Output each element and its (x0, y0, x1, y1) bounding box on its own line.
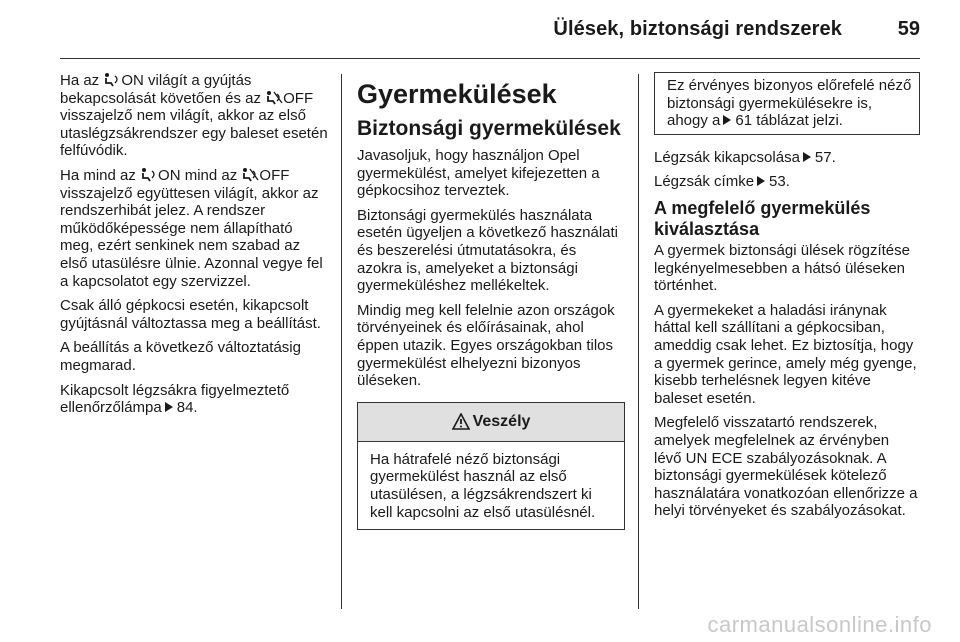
reference-arrow-icon (165, 402, 173, 412)
paragraph-rearward-facing: A gyermekeket a haladási iránynak háttal kell szállítani a gépkocsiban, ameddig csak lehet. Ez biztosítja, hogy a gyermek gerince, amely még gyenge, kisebb terhelésnek legyen kitéve baleset esetén. (654, 301, 917, 407)
paragraph-airbag-on: Ha az ON világít a gyújtás bekapcsolását követően és az OFF visszajelző nem világít, akkor az első utaslégzsákrendszer egy baleset esetén felfúvódik. (60, 72, 328, 160)
reference-arrow-icon (757, 176, 765, 186)
warning-triangle-icon (452, 413, 470, 430)
column-3 (654, 76, 920, 527)
paragraph-setting-persists: A beállítás a következő változtatásig megmarad. (60, 339, 301, 374)
reference-arrow-icon (723, 115, 731, 125)
reference-arrow-icon (803, 152, 811, 162)
header-divider (60, 58, 920, 59)
airbag-off-icon (241, 167, 259, 182)
column-divider-2 (638, 74, 639, 609)
danger-warning-box (357, 402, 625, 530)
column-2 (357, 72, 625, 530)
paragraph-country-laws: Mindig meg kell felelnie azon országok törvényeinek és előírásainak, ahol éppen utazik. Egyes országokban tilos gyermekülést elhelyezni bizonyos üléseken. (357, 301, 615, 390)
paragraph-change-setting: Csak álló gépkocsi esetén, kikapcsolt gyújtásnál változtassa meg a beállítást. (60, 297, 321, 332)
subsection-heading: Biztonsági gyermekülések (357, 117, 621, 140)
section-heading: Gyermekülések (357, 79, 557, 109)
page-number: 59 (897, 18, 920, 40)
page-header-title: Ülések, biztonsági rendszerek (553, 18, 842, 40)
paragraph-recommendation: Javasoljuk, hogy használjon Opel gyermekülést, amelyet kifejezetten a gépkocsihoz terveztek. (357, 147, 600, 200)
note-box: Ez érvényes bizonyos előrefelé néző biztonsági gyermekülésekre is, ahogy a 61 táblázat jelzi. (654, 72, 920, 135)
warning-title: Veszély (472, 412, 531, 430)
link-airbag-deactivation: Légzsák kikapcsolása 57. (654, 148, 836, 166)
paragraph-instructions: Biztonsági gyermekülés használata esetén ügyeljen a következő használati és beszerelési útmutatásokra, és azokra is, amelyeket a biztonsági gyermeküléshez mellékeltek. (357, 206, 619, 295)
link-airbag-label: Légzsák címke 53. (654, 173, 790, 191)
paragraph-rear-seats: A gyermek biztonsági ülések rögzítése legkényelmesebben a hátsó üléseken történhet. (654, 241, 910, 295)
page-reference-link[interactable]: 57. (814, 148, 836, 166)
page-reference-link[interactable]: 53. (769, 173, 790, 191)
column-divider-1 (341, 74, 342, 609)
page-reference-link[interactable]: 84. (176, 399, 198, 417)
airbag-off-icon (265, 90, 283, 105)
page-reference-link[interactable]: 61 táblázat jelzi. (735, 112, 843, 130)
airbag-on-icon (103, 72, 121, 87)
paragraph-warning-lamp-ref: Kikapcsolt légzsákra figyelmeztető ellenőrzőlámpa 84. (60, 381, 290, 417)
column-1 (60, 72, 328, 424)
warning-header (358, 403, 624, 442)
watermark: carmanualsonline.info (707, 612, 932, 637)
paragraph-regulations: Megfelelő visszatartó rendszerek, amelyek megfelelnek az érvényben lévő UN ECE szabályozásoknak. A biztonsági gyermekülések kötelező használatára vonatkozóan ellenőrizze a helyi törvényeket és szabályozásokat. (654, 414, 918, 520)
section-heading: A megfelelő gyermekülés kiválasztása (654, 197, 871, 239)
paragraph-airbag-both: Ha mind az ON mind az OFF visszajelző együttesen világít, akkor az rendszerhibát jelez. A rendszer működőképessége nem állapítható meg, ezért senkinek nem szabad az első utasülésre ülnie. Azonnal vegye fel a kapcsolatot egy szervizzel. (60, 166, 323, 290)
airbag-on-icon (140, 167, 158, 182)
warning-text: Ha hátrafelé néző biztonsági gyermekülést használ az első utasülésen, a légzsákrendszert ki kell kapcsolni az első utasülésnél. (370, 450, 596, 521)
